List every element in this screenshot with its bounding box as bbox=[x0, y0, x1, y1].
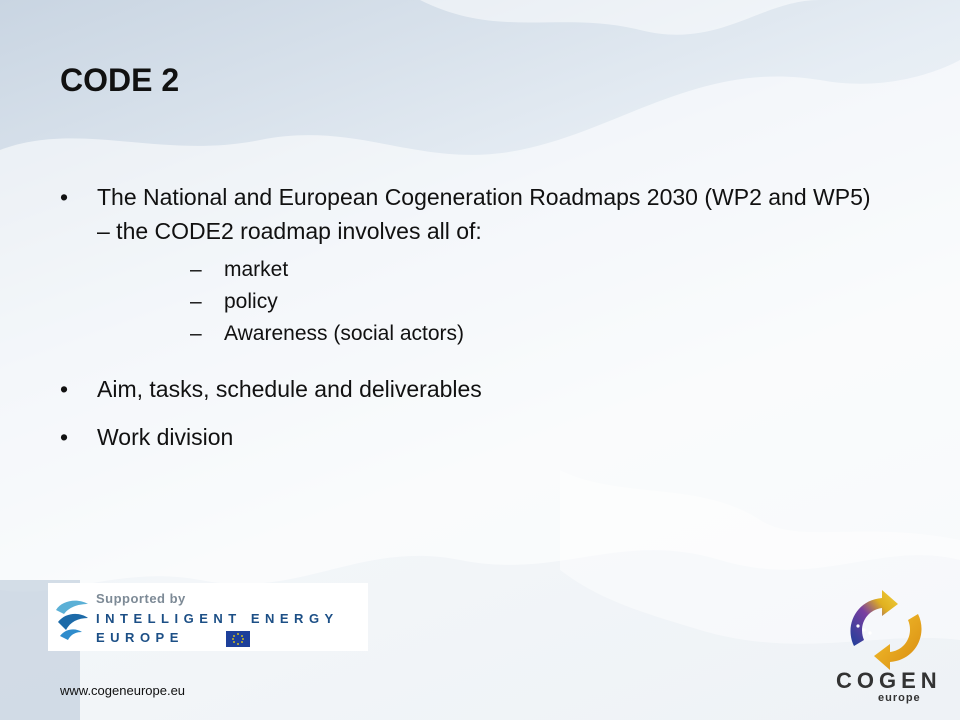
bullet-item bbox=[60, 180, 880, 248]
bullet-text: Aim, tasks, schedule and deliverables bbox=[97, 376, 482, 402]
bullet-text: Work division bbox=[97, 424, 234, 450]
swoosh-shape bbox=[56, 601, 88, 614]
cogen-ring-shape bbox=[850, 590, 898, 646]
star bbox=[232, 638, 234, 640]
sub-item bbox=[190, 254, 880, 286]
sub-item bbox=[190, 318, 880, 350]
star bbox=[241, 641, 243, 643]
sub-marker: – bbox=[190, 322, 202, 345]
sub-item bbox=[190, 286, 880, 318]
bullet-item bbox=[60, 420, 880, 454]
iee-swoosh-icon bbox=[52, 592, 92, 642]
eu-flag-icon bbox=[226, 631, 250, 647]
sub-bullet-list bbox=[190, 254, 880, 350]
star bbox=[241, 635, 243, 637]
cogen-star bbox=[856, 624, 859, 627]
sub-list-container bbox=[60, 254, 880, 350]
cogen-logo-text: COGEN bbox=[836, 668, 942, 693]
bullet-marker: • bbox=[60, 424, 69, 450]
eu-stars bbox=[226, 631, 250, 647]
cogen-logo-subtext: europe bbox=[878, 692, 921, 704]
sub-text: policy bbox=[224, 290, 278, 313]
swoosh-shape bbox=[58, 614, 88, 630]
iee-supported-text: Supported by bbox=[96, 591, 186, 606]
website-url: www.cogeneurope.eu bbox=[60, 683, 186, 698]
cogen-star bbox=[862, 628, 865, 631]
bullet-marker: • bbox=[60, 184, 69, 210]
bullet-marker: • bbox=[60, 376, 69, 402]
bullet-text: The National and European Cogeneration Roadmaps 2030 (WP2 and WP5) – the CODE2 roadmap involves all of: bbox=[97, 184, 871, 244]
sub-text: market bbox=[224, 258, 289, 281]
landmass-shape bbox=[420, 0, 820, 35]
star bbox=[242, 638, 244, 640]
swoosh-shape bbox=[60, 629, 82, 640]
sub-marker: – bbox=[190, 258, 202, 281]
star bbox=[233, 641, 235, 643]
star bbox=[233, 635, 235, 637]
star bbox=[237, 633, 239, 635]
iee-europe-text: EUROPE bbox=[96, 630, 184, 645]
bullet-item bbox=[60, 372, 880, 406]
star bbox=[237, 643, 239, 645]
iee-intelligent-energy-text: INTELLIGENT ENERGY bbox=[96, 611, 339, 626]
slide-title: CODE 2 bbox=[60, 62, 180, 98]
cogen-ring-shape bbox=[874, 614, 922, 670]
cogen-star bbox=[868, 631, 871, 634]
bullet-list bbox=[60, 180, 880, 454]
sub-text: Awareness (social actors) bbox=[224, 322, 465, 345]
sub-marker: – bbox=[190, 290, 202, 313]
cogen-europe-logo-icon bbox=[836, 586, 936, 674]
